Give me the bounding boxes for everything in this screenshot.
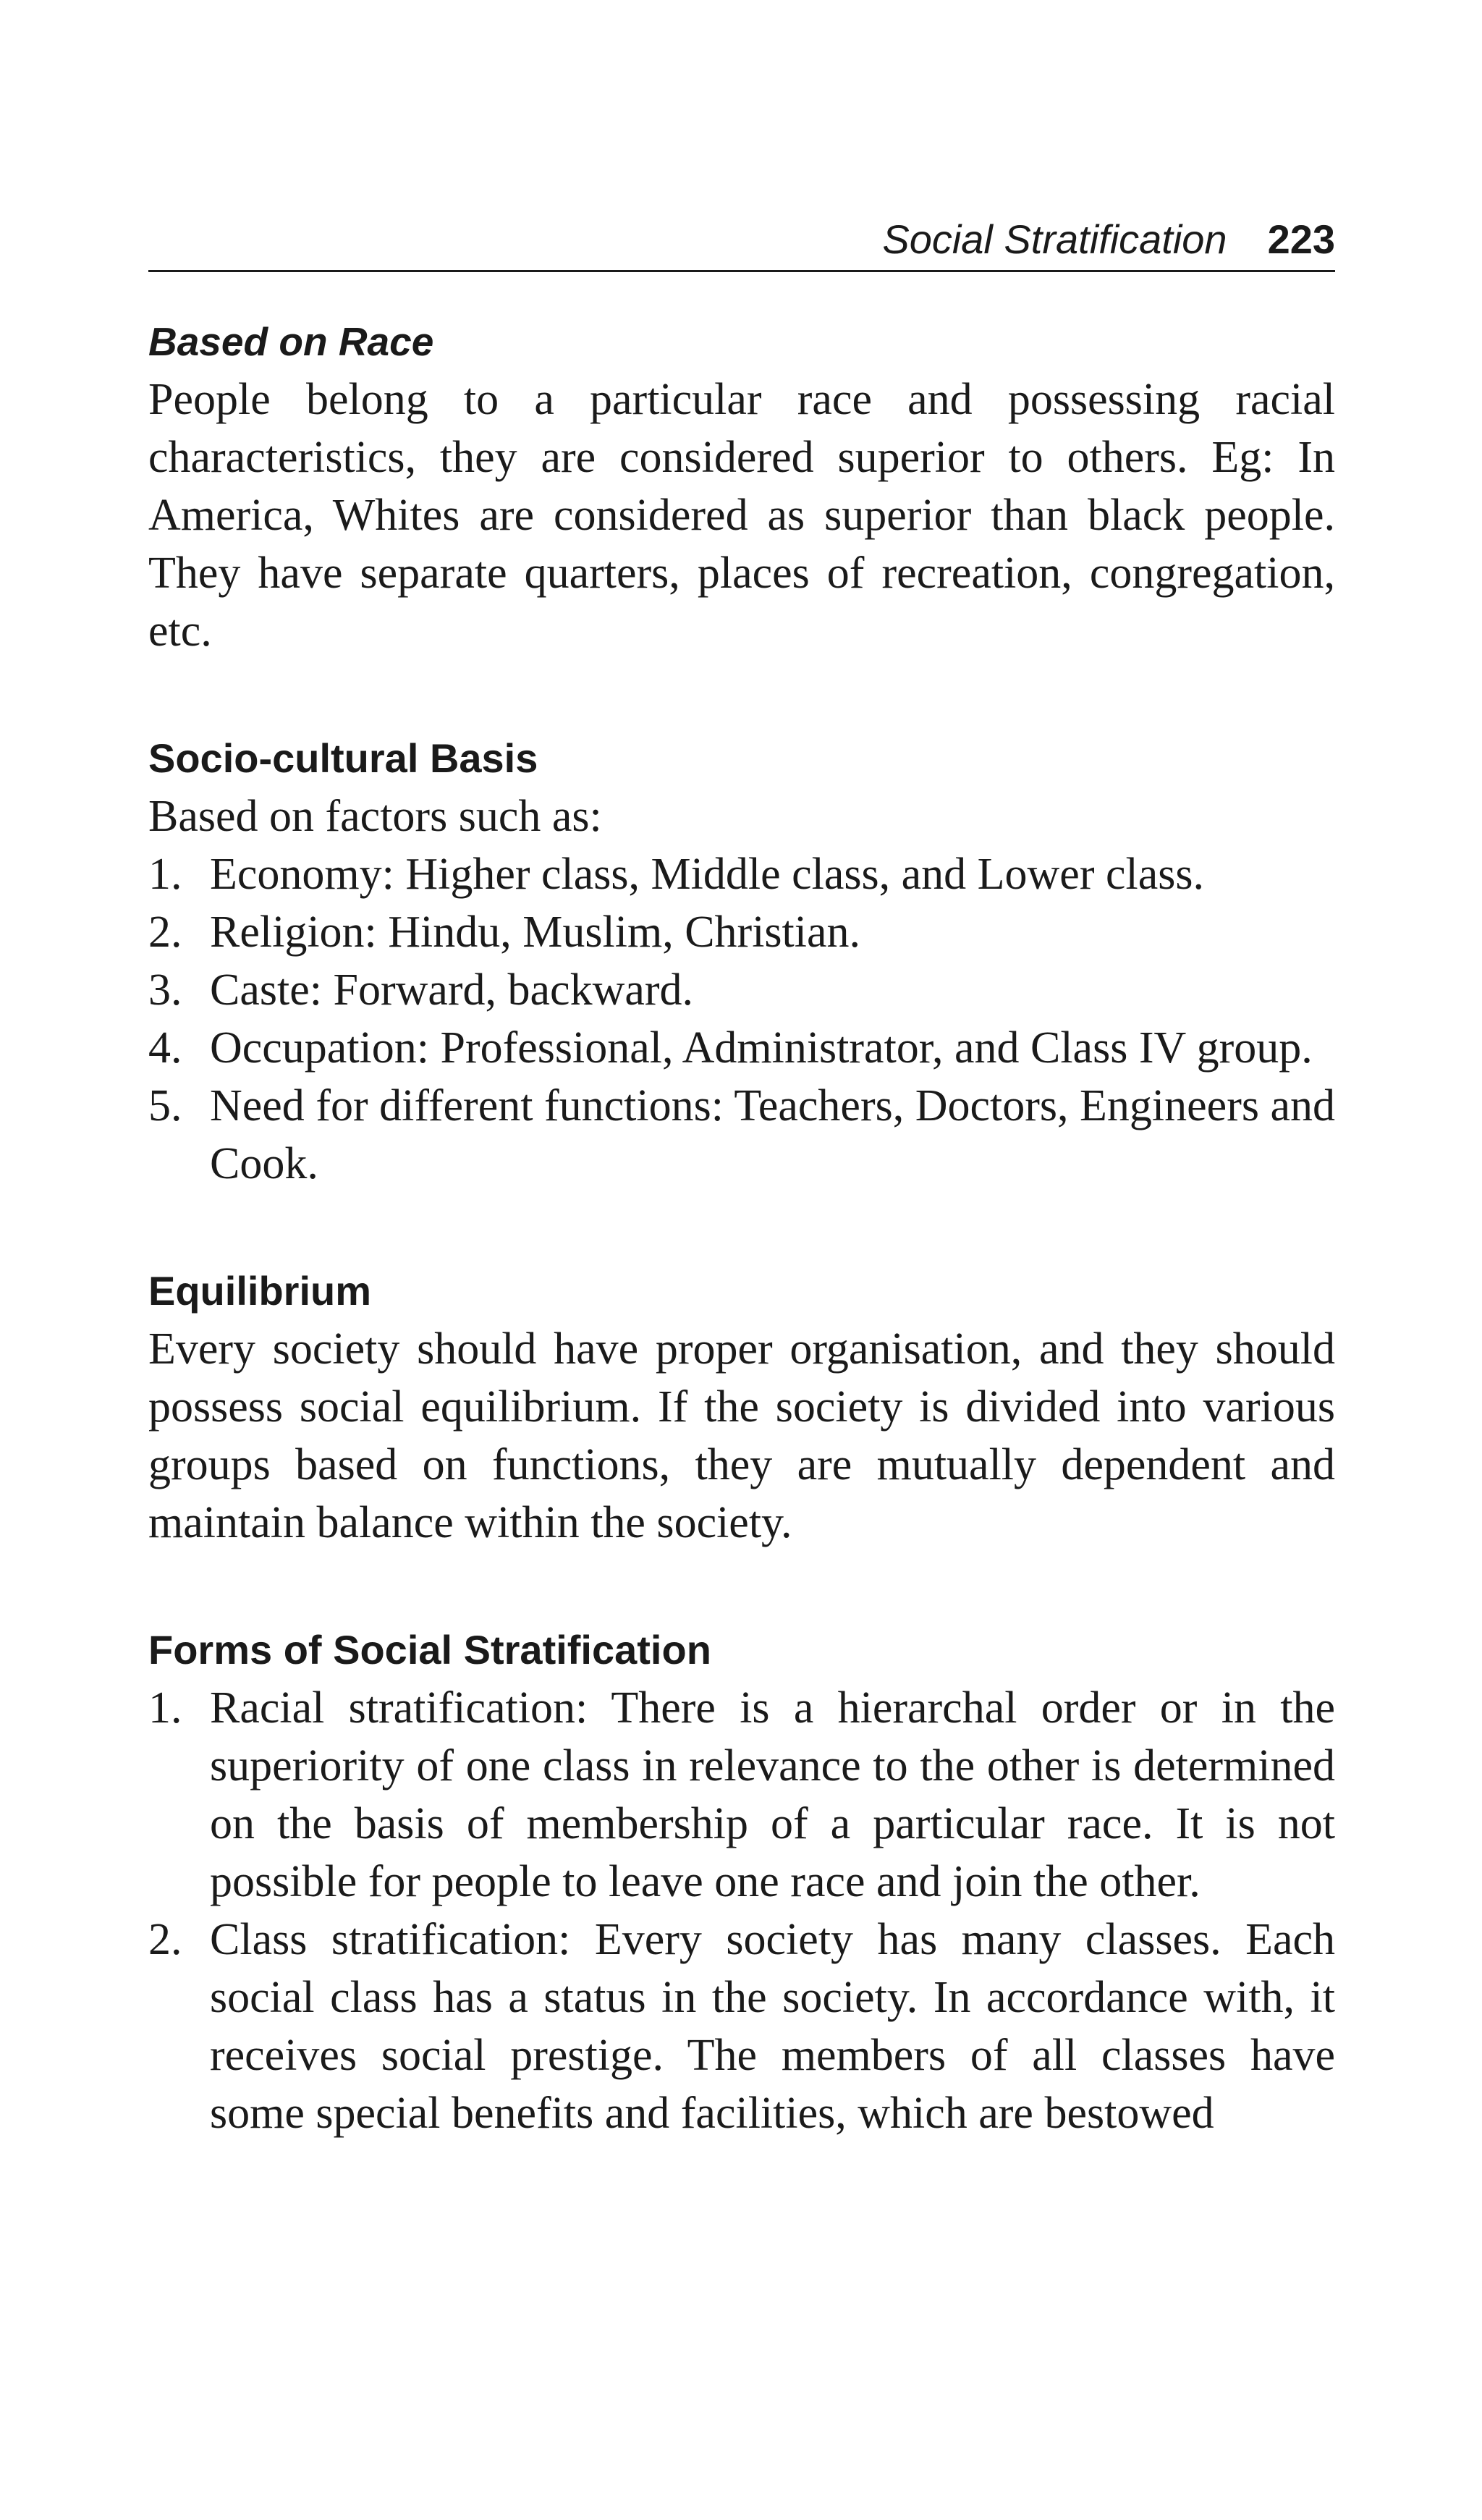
socio-cultural-list bbox=[148, 845, 1335, 1193]
list-number: 1. bbox=[148, 1683, 182, 1733]
page-number: 223 bbox=[1267, 216, 1335, 262]
list-text: Racial stratification: There is a hierarchal order or in the superiority of one class in relevance to the other is determined on the basis of membership of a particular race. It is not possible for people to leave one race and join the other. bbox=[210, 1683, 1335, 1906]
page-body bbox=[148, 313, 1335, 2142]
section-heading-equilibrium: Equilibrium bbox=[148, 1268, 371, 1314]
paragraph-equilibrium: Every society should have proper organisation, and they should possess social equilibrium. If the society is divided into various groups based on functions, they are mutually dependent and maintain balance within the society. bbox=[148, 1324, 1335, 1547]
section-spacer bbox=[148, 660, 1335, 730]
list-item bbox=[148, 1019, 1335, 1077]
list-text: Need for different functions: Teachers, Doctors, Engineers and Cook. bbox=[210, 1081, 1335, 1188]
list-item bbox=[148, 1679, 1335, 1911]
list-text: Caste: Forward, backward. bbox=[210, 965, 694, 1015]
list-number: 2. bbox=[148, 1915, 182, 1964]
section-spacer bbox=[148, 1193, 1335, 1262]
list-number: 5. bbox=[148, 1081, 182, 1130]
list-item bbox=[148, 845, 1335, 903]
list-number: 4. bbox=[148, 1023, 182, 1073]
list-number: 3. bbox=[148, 965, 182, 1015]
running-header bbox=[148, 207, 1335, 272]
list-item bbox=[148, 961, 1335, 1019]
section-heading-socio-cultural: Socio-cultural Basis bbox=[148, 735, 538, 781]
section-heading-forms: Forms of Social Stratification bbox=[148, 1627, 711, 1673]
paragraph-race: People belong to a particular race and possessing racial characteristics, they are considered superior to others. Eg: In America, Whites are considered as superior than black people. They have separate quarters, places of recreation, congregation, etc. bbox=[148, 375, 1335, 656]
list-item bbox=[148, 1911, 1335, 2142]
list-item bbox=[148, 1077, 1335, 1193]
list-number: 2. bbox=[148, 908, 182, 957]
list-item bbox=[148, 903, 1335, 961]
forms-list bbox=[148, 1679, 1335, 2142]
list-text: Occupation: Professional, Administrator, and Class IV group. bbox=[210, 1023, 1313, 1073]
section-heading-race: Based on Race bbox=[148, 319, 434, 364]
section-spacer bbox=[148, 1552, 1335, 1621]
list-text: Class stratification: Every society has many classes. Each social class has a status in the society. In accordance with, it receives social prestige. The members of all classes have some special benefits and facilities, which are bestowed bbox=[210, 1915, 1335, 2138]
list-number: 1. bbox=[148, 850, 182, 899]
list-text: Economy: Higher class, Middle class, and Lower class. bbox=[210, 850, 1204, 899]
list-text: Religion: Hindu, Muslim, Christian. bbox=[210, 908, 861, 957]
running-title: Social Stratification bbox=[882, 216, 1227, 262]
socio-cultural-intro: Based on factors such as: bbox=[148, 792, 602, 841]
